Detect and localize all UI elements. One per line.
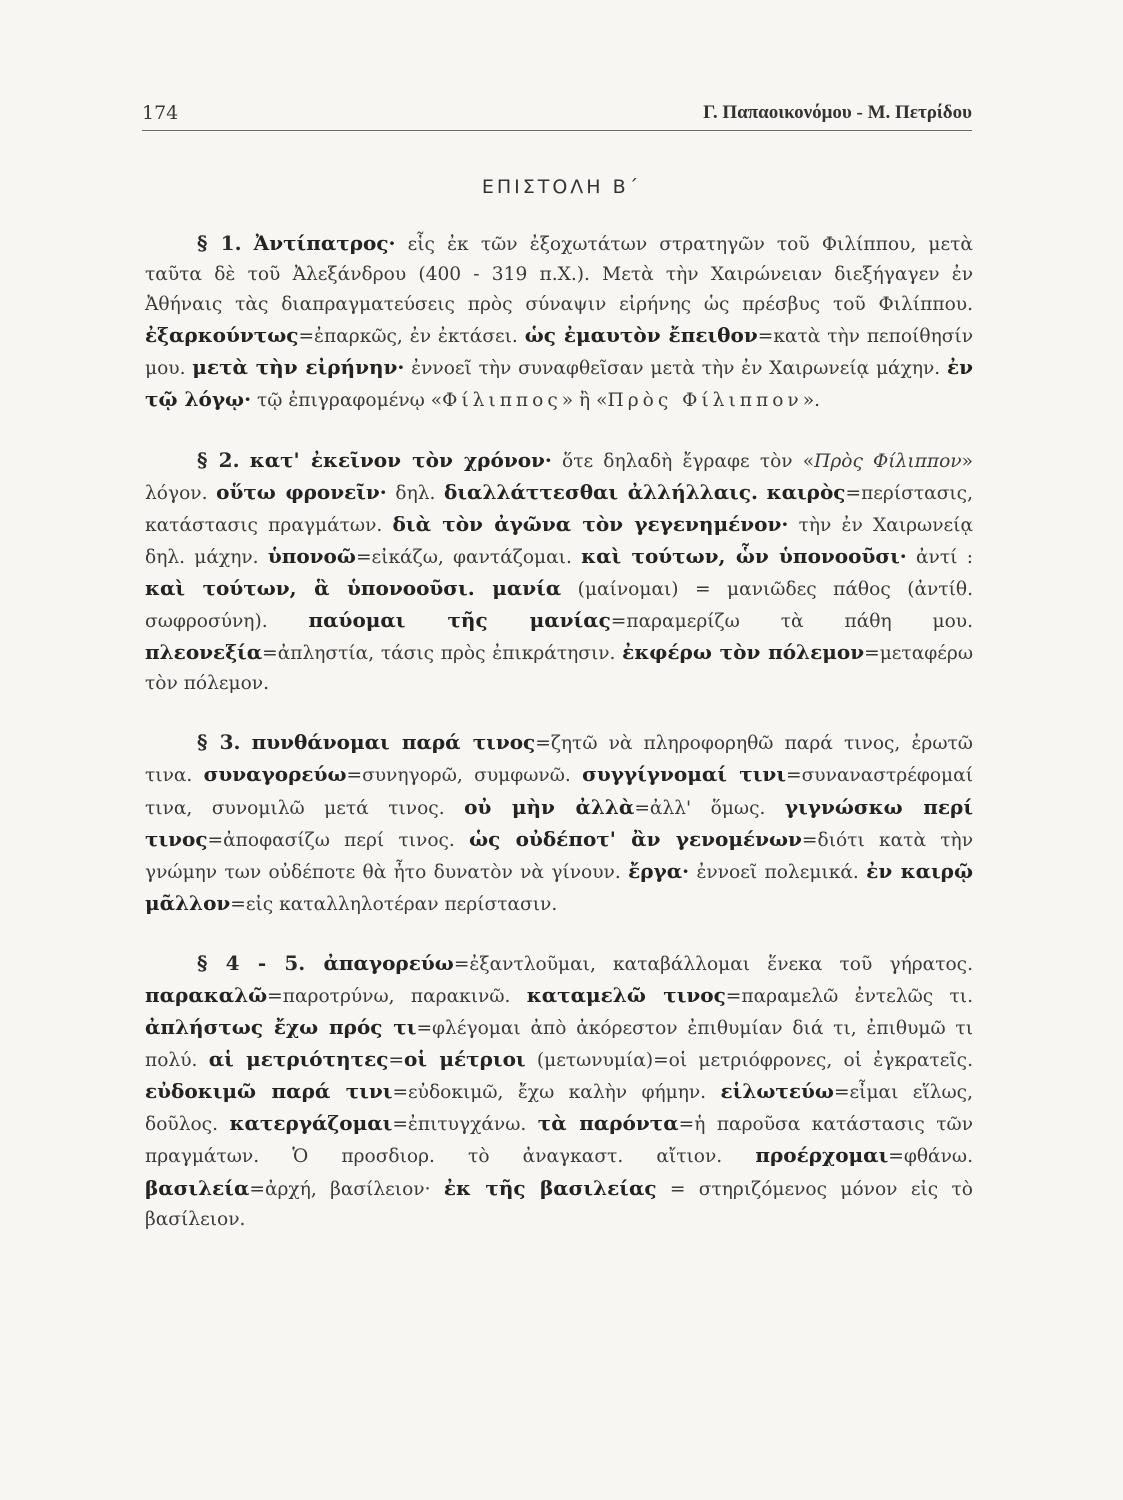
lemma: καὶ τούτων, ὧν ὑπονοοῦσι· [581, 543, 907, 568]
gloss: =ἀλλ' ὅμως. [634, 797, 785, 819]
lemma: ἔργα· [628, 858, 690, 883]
lemma: συγγίγνομαί τινι [582, 762, 786, 787]
lemma: ἐν τῷ λόγῳ· [145, 355, 974, 412]
gloss: =ἀπληστία, τάσις πρὸς ἐπικράτησιν. [262, 643, 623, 665]
gloss: τῷ ἐπιγραφομένῳ « [251, 390, 443, 412]
lemma: ἐκφέρω τὸν πόλεμον [622, 640, 865, 665]
lemma: ἐν καιρῷ μᾶλλον [145, 858, 973, 915]
gloss: =παραμερίζω τὰ πάθη μου. [610, 611, 973, 633]
paragraph-4 [145, 948, 973, 1235]
lemma: Ἀντίπατρος· [253, 231, 396, 255]
gloss: =ἐπιτυγχάνω. [392, 1114, 538, 1136]
gloss: =φλέγομαι ἀπὸ ἀκόρεστον ἐπιθυμίαν διά τι, ἐπιθυμῶ τι πολύ. [145, 1018, 973, 1072]
lemma: ἀπαγορεύω [305, 950, 454, 975]
italic-title: Πρὸς Φίλιππον [814, 450, 962, 472]
paragraph-3 [145, 727, 973, 920]
lemma: οὐ μὴν ἀλλὰ [464, 794, 635, 819]
lemma: διὰ τὸν ἀγῶνα τὸν γεγενημένον· [392, 511, 789, 536]
gloss: =κατὰ τὴν πεποίθησίν μου. [145, 326, 973, 380]
gloss: = [388, 1050, 405, 1072]
spaced-title: Πρὸς Φίλιππον [607, 390, 803, 412]
gloss: =ἐπαρκῶς, ἐν ἐκτάσει. [298, 326, 525, 348]
gloss: =περίστασις, κατάστασις πραγμάτων. [145, 482, 973, 536]
lemma: παύομαι τῆς μανίας [308, 608, 611, 633]
lemma: βασιλεία [145, 1175, 250, 1200]
lemma: προέρχομαι [755, 1143, 889, 1168]
lemma: παρακαλῶ [145, 982, 268, 1007]
spaced-title: Φίλιππος [442, 390, 562, 412]
section-mark: § 4 - 5. [197, 950, 306, 975]
gloss: (μαίνομαι) = μανιῶδες πάθος (ἀντίθ. σωφροσύνη). [145, 578, 973, 633]
lemma: οἱ μέτριοι [404, 1047, 526, 1072]
lemma: εὐδοκιμῶ παρά τινι [145, 1079, 393, 1104]
lemma: καιρὸς [766, 479, 846, 504]
gloss: =εὐδοκιμῶ, ἔχω καλὴν φήμην. [392, 1082, 721, 1104]
gloss: =εἶμαι εἵλως, δοῦλος. [145, 1082, 974, 1136]
lemma: καταμελῶ τινος [526, 982, 726, 1007]
lemma: ὑπονοῶ [267, 543, 356, 568]
gloss: ἐννοεῖ πολεμικά. [689, 861, 867, 883]
gloss: =παροτρύνω, παρακινῶ. [267, 985, 527, 1007]
section-mark: § 1. [197, 231, 242, 255]
lemma: γιγνώσκω περί τινος [145, 794, 973, 851]
gloss: = στηριζόμενος μόνον εἰς τὸ βασίλειον. [145, 1178, 973, 1230]
gloss: =ἡ παροῦσα κατάστασις τῶν πραγμάτων. Ὁ προσδιορ. τὸ ἀναγκαστ. αἴτιον. [145, 1114, 974, 1168]
lemma: πλεονεξία [145, 640, 263, 665]
gloss: δηλ. [386, 482, 445, 504]
lemma: συναγορεύω [203, 762, 347, 787]
lemma: μετὰ τὴν εἰρήνην· [192, 355, 405, 380]
gloss: =διότι κατὰ τὴν γνώμην των οὐδέποτε θὰ ἦτο δυνατὸν νὰ γίνουν. [145, 829, 973, 883]
section-mark: § 2. [197, 447, 240, 472]
gloss: =συναναστρέφομαί τινα, συνομιλῶ μετά τινος. [145, 765, 973, 819]
gloss: ἀντί : [906, 546, 973, 568]
page-header [142, 96, 972, 131]
gloss: =εἰς καταλληλοτέραν περίστασιν. [230, 893, 558, 915]
gloss: ἐννοεῖ τὴν συναφθεῖσαν μετὰ τὴν ἐν Χαιρωνείᾳ μάχην. [404, 358, 947, 380]
gloss: =ἀποφασίζω περί τινος. [207, 829, 470, 851]
lemma: τὰ παρόντα [537, 1111, 679, 1136]
gloss: ὅτε δηλαδὴ ἔγραφε τὸν « [551, 450, 815, 472]
lemma: ὡς ἐμαυτὸν ἔπειθον [524, 323, 758, 348]
lemma: ὡς οὐδέποτ' ἂν γενομένων [469, 826, 802, 851]
gloss: ». [802, 390, 820, 412]
section-mark: § 3. [197, 730, 241, 755]
gloss: =ἐξαντλοῦμαι, καταβάλλομαι ἕνεκα τοῦ γήρατος. [453, 953, 974, 975]
lemma: κατεργάζομαι [229, 1111, 393, 1136]
paragraph-1 [145, 228, 973, 417]
commentary-body [145, 228, 973, 1235]
gloss: =ἀρχή, βασίλειον· [249, 1178, 444, 1200]
lemma: ἐξαρκούντως [145, 323, 299, 348]
gloss: τὴν ἐν Χαιρωνείᾳ δηλ. μάχην. [145, 514, 974, 568]
running-title: Γ. Παπαοικονόμου - Μ. Πετρίδου [703, 102, 972, 123]
lemma: εἱλωτεύω [720, 1079, 834, 1104]
lemma: αἱ μετριότητες [208, 1047, 389, 1072]
lemma: διαλλάττεσθαι ἀλλήλλαις. [444, 479, 758, 504]
lemma: ἐκ τῆς βασιλείας [443, 1175, 657, 1200]
lemma: οὕτω φρονεῖν· [216, 479, 387, 504]
gloss: =συνηγορῶ, συμφωνῶ. [346, 765, 583, 787]
lemma: μανία [474, 575, 562, 600]
gloss: εἷς ἐκ τῶν ἐξοχωτάτων στρατηγῶν τοῦ Φιλίππου, μετὰ ταῦτα δὲ τοῦ Ἀλεξάνδρου (400 - 319 π.Χ.). Μετὰ τὴν Χαιρώνειαν διεξήγαγεν ἐν Ἀθήναις τὰς διαπραγματεύσεις πρὸς σύναψιν εἰρήνης ὡς πρέσβυς τοῦ Φιλίππου. [145, 234, 973, 316]
gloss: » λόγον. [145, 450, 973, 504]
page-number: 174 [142, 102, 179, 124]
lemma: καὶ τούτων, ἃ ὑπονοοῦσι. [145, 575, 475, 600]
lemma: πυνθάνομαι παρά τινος [251, 730, 536, 755]
gloss: (μετωνυμία)=οἱ μετριόφρονες, οἱ ἐγκρατεῖς. [525, 1050, 973, 1072]
gloss: =φθάνω. [888, 1146, 973, 1168]
gloss: =μεταφέρω τὸν πόλεμον. [145, 643, 973, 695]
gloss: =παραμελῶ ἐντελῶς τι. [725, 985, 973, 1007]
gloss: » ἢ « [561, 390, 608, 412]
lemma: κατ' ἐκεῖνον τὸν χρόνον· [249, 447, 552, 472]
gloss: =εἰκάζω, φαντάζομαι. [355, 546, 582, 568]
section-title: ΕΠΙΣΤΟΛΗ Β΄ [481, 176, 642, 198]
paragraph-2 [145, 445, 973, 700]
gloss: =ζητῶ νὰ πληροφορηθῶ παρά τινος, ἐρωτῶ τινα. [145, 733, 973, 787]
lemma: ἀπλήστως ἔχω πρός τι [145, 1015, 417, 1040]
